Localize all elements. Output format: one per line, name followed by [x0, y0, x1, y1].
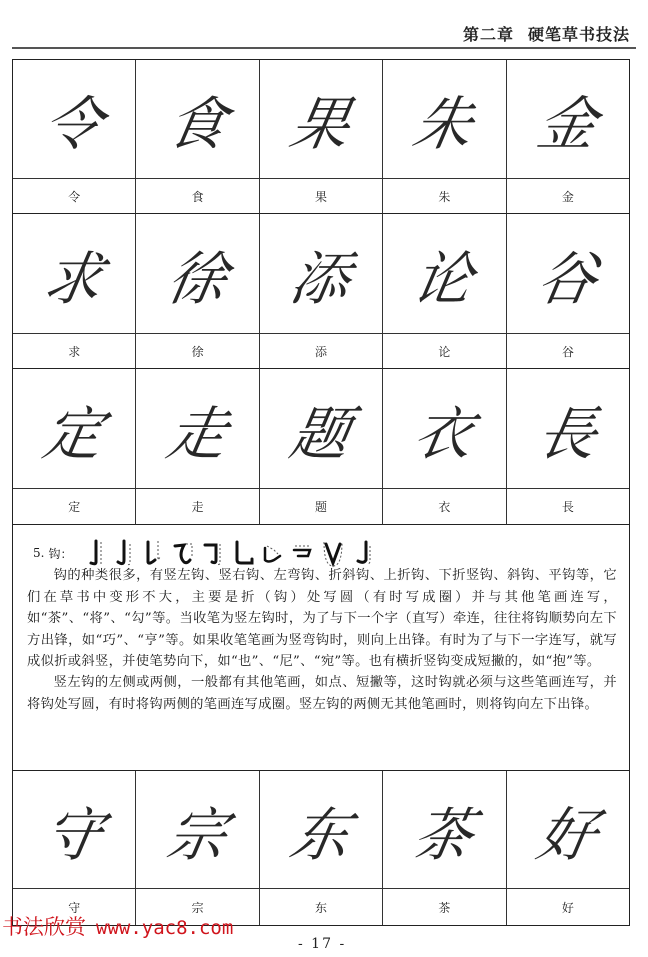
watermark-url: www.yac8.com: [96, 917, 234, 939]
chapter-title: 硬笔草书技法: [527, 25, 630, 44]
label-cell: [383, 179, 506, 214]
section-number: 5.: [33, 546, 45, 560]
hook-stroke-examples: [82, 538, 374, 568]
glyph-cell: [136, 60, 259, 179]
character-label: 求: [68, 344, 81, 359]
label-cell: [13, 179, 136, 214]
cursive-glyph: 長: [531, 399, 602, 468]
character-label: 添: [315, 344, 328, 359]
label-row-3: [13, 489, 629, 525]
glyph-cell: [260, 214, 383, 334]
label-cell: [260, 489, 383, 525]
label-cell: [383, 334, 506, 369]
flat-hook-icon: [352, 538, 374, 568]
glyph-cell: [507, 214, 629, 334]
cursive-glyph: 茶: [408, 800, 479, 869]
label-cell: [260, 179, 383, 214]
cursive-glyph: 宗: [161, 800, 232, 869]
label-cell: [507, 334, 629, 369]
glyph-cell: [136, 771, 259, 889]
paragraph-hook-types: 钩的种类很多，有竖左钩、竖右钩、左弯钩、折斜钩、上折钩、下折竖钩、斜钩、平钩等，它们在草书中变形不大，主要是折（钩）处写圆（有时写成圈）并与其他笔画连写，如“茶”、“将”、“勾”等。当收笔为竖左钩时，为了与下一个字（直写）牵连，往往将钩顺势向左下方出锋，如“巧”、“亨”等。如果收笔笔画为竖弯钩时，则向上出锋。有时为了与下一字连写，就写成似折或斜竖，并使笔势向下，如“也”、“尼”、“宛”等。也有横折竖钩变成短撇的，如“抱”等。: [27, 568, 617, 669]
character-label: 徐: [191, 344, 204, 359]
glyph-row-2: [13, 214, 629, 334]
cursive-glyph: 朱: [408, 90, 479, 158]
cursive-glyph: 定: [38, 399, 109, 468]
label-row-2: [13, 334, 629, 369]
glyph-cell: [507, 369, 629, 489]
cursive-glyph: 东: [285, 800, 356, 869]
glyph-cell: [13, 369, 136, 489]
label-cell: [13, 489, 136, 525]
character-label: 長: [561, 500, 574, 514]
cursive-glyph: 论: [408, 244, 479, 313]
character-label: 守: [68, 900, 81, 915]
chapter-number: 第二章: [462, 25, 514, 44]
cursive-glyph: 题: [285, 399, 356, 468]
glyph-cell: [383, 771, 506, 889]
glyph-cell: [260, 771, 383, 889]
character-label: 金: [561, 189, 574, 204]
label-cell: [136, 334, 259, 369]
label-cell: [136, 489, 259, 525]
vertical-bend-hook-cursive-icon: [262, 538, 284, 568]
watermark-text: 书法欣赏: [2, 915, 86, 939]
page-frame: [12, 59, 630, 926]
character-label: 朱: [438, 189, 451, 204]
section-heading: [33, 538, 374, 568]
glyph-cell: [260, 369, 383, 489]
character-label: 好: [561, 900, 574, 915]
cursive-glyph: 谷: [531, 244, 602, 313]
cursive-glyph: 衣: [408, 399, 479, 468]
slant-hook-icon: [322, 538, 344, 568]
site-watermark: [2, 911, 233, 941]
cursive-glyph: 求: [38, 244, 109, 313]
label-row-1: [13, 179, 629, 214]
cursive-glyph: 徐: [161, 244, 232, 313]
label-cell: [507, 889, 629, 925]
hook-stroke-section: [13, 525, 629, 771]
glyph-cell: [136, 369, 259, 489]
glyph-cell: [507, 771, 629, 889]
character-label: 令: [68, 189, 81, 204]
character-label: 定: [68, 500, 81, 514]
cursive-glyph: 添: [285, 244, 356, 313]
label-cell: [383, 889, 506, 925]
chapter-header: [463, 22, 630, 45]
fold-hook-icon: [202, 538, 224, 568]
glyph-cell: [383, 369, 506, 489]
paragraph-vertical-left-hook: 竖左钩的左侧或两侧，一般都有其他笔画，如点、短撇等，这时钩就必须与这些笔画连写，并将钩处写圆，有时将钩两侧的笔画连写成圈。竖左钩的两侧无其他笔画时，则将钩向左下出锋。: [27, 675, 617, 712]
cursive-glyph: 食: [161, 90, 232, 158]
character-label: 食: [191, 189, 204, 204]
glyph-row-4: [13, 771, 629, 889]
left-bend-hook-icon: [172, 538, 194, 568]
label-cell: [260, 334, 383, 369]
vertical-right-hook-icon: [142, 538, 164, 568]
cursive-glyph: 令: [38, 90, 109, 158]
label-cell: [383, 489, 506, 525]
section-title: 钩：: [48, 546, 73, 561]
character-label: 题: [315, 500, 328, 514]
label-cell: [507, 179, 629, 214]
character-label: 果: [315, 189, 328, 204]
label-cell: [260, 889, 383, 925]
label-cell: [13, 334, 136, 369]
cursive-glyph: 走: [161, 399, 232, 468]
character-label: 宗: [191, 900, 204, 915]
glyph-row-3: [13, 369, 629, 489]
character-label: 走: [191, 500, 204, 514]
label-cell: [136, 179, 259, 214]
glyph-cell: [383, 214, 506, 334]
character-label: 论: [438, 344, 451, 359]
glyph-cell: [136, 214, 259, 334]
horizontal-fold-icon: [292, 538, 314, 568]
cursive-glyph: 金: [531, 90, 602, 158]
vertical-bend-hook-icon: [232, 538, 254, 568]
page-number: - 17 -: [298, 936, 347, 952]
vertical-left-hook-icon: [82, 538, 104, 568]
vertical-left-hook-round-icon: [112, 538, 134, 568]
glyph-row-1: [13, 60, 629, 179]
label-cell: [507, 489, 629, 525]
character-label: 东: [315, 900, 328, 915]
header-rule: [12, 47, 636, 49]
glyph-cell: [383, 60, 506, 179]
glyph-cell: [13, 771, 136, 889]
character-label: 衣: [438, 500, 451, 514]
character-label: 谷: [561, 344, 574, 359]
glyph-cell: [13, 60, 136, 179]
glyph-cell: [260, 60, 383, 179]
cursive-glyph: 果: [285, 90, 356, 158]
cursive-glyph: 好: [531, 800, 602, 869]
character-label: 茶: [438, 900, 451, 915]
glyph-cell: [13, 214, 136, 334]
cursive-glyph: 守: [38, 800, 109, 869]
glyph-cell: [507, 60, 629, 179]
